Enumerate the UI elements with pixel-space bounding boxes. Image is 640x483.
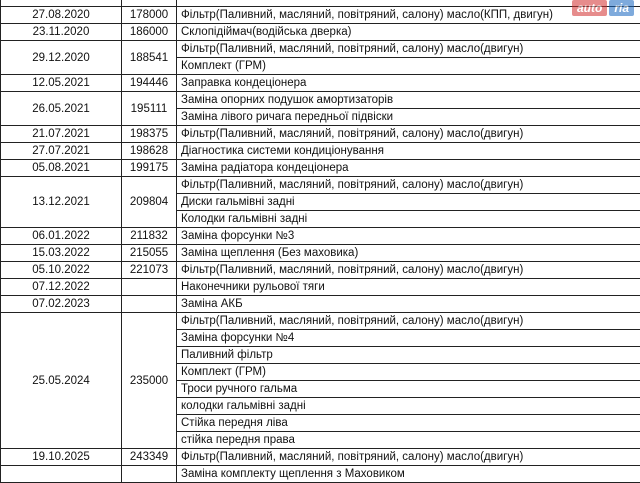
table-row xyxy=(1,177,640,194)
mileage: 195111 xyxy=(122,92,177,126)
work-item: Наконечники рульової тяги xyxy=(177,279,640,296)
service-date: 21.07.2021 xyxy=(1,126,122,143)
mileage: 188541 xyxy=(122,41,177,75)
mileage: 186000 xyxy=(122,24,177,41)
watermark-auto: auto xyxy=(572,0,607,16)
service-date: 15.03.2022 xyxy=(1,245,122,262)
service-date: 29.12.2020 xyxy=(1,41,122,75)
work-item: Диски гальмівні задні xyxy=(177,194,640,211)
service-date: 25.05.2024 xyxy=(1,313,122,449)
work-item: Фільтр(Паливний, масляний, повітряний, салону) масло(двигун) xyxy=(177,262,640,279)
work-item: Заміна форсунки №3 xyxy=(177,228,640,245)
work-item: Заправка кондеціонера xyxy=(177,75,640,92)
table-row xyxy=(1,245,640,262)
work-item: Колодки гальмівні задні xyxy=(177,211,640,228)
work-item: Заміна щеплення (Без маховика) xyxy=(177,245,640,262)
service-date: 19.10.2025 xyxy=(1,449,122,466)
mileage xyxy=(122,296,177,313)
mileage: 243349 xyxy=(122,449,177,466)
table-row xyxy=(1,24,640,41)
mileage: 194446 xyxy=(122,75,177,92)
service-date: 23.11.2020 xyxy=(1,24,122,41)
service-date: 13.12.2021 xyxy=(1,177,122,228)
table-row xyxy=(1,7,640,24)
work-item: Фільтр(Паливний, масляний, повітряний, салону) масло(двигун) xyxy=(177,177,640,194)
work-item: Паливний фільтр xyxy=(177,347,640,364)
table-row xyxy=(1,313,640,330)
work-item: Фільтр(Паливний, масляний, повітряний, салону) масло(двигун) xyxy=(177,449,640,466)
service-date: 27.08.2020 xyxy=(1,7,122,24)
mileage: 178000 xyxy=(122,7,177,24)
work-item: стійка передня права xyxy=(177,432,640,449)
table-row xyxy=(1,75,640,92)
mileage: 215055 xyxy=(122,245,177,262)
table-row xyxy=(1,262,640,279)
service-date: 26.05.2021 xyxy=(1,92,122,126)
table-row xyxy=(1,126,640,143)
table-row xyxy=(1,228,640,245)
work-item: Фільтр(Паливний, масляний, повітряний, салону) масло(КПП, двигун) xyxy=(177,7,640,24)
table-row xyxy=(1,92,640,109)
work-item: колодки гальмівні задні xyxy=(177,398,640,415)
work-item: Заміна АКБ xyxy=(177,296,640,313)
table-row xyxy=(1,143,640,160)
work-item: Фільтр(Паливний, масляний, повітряний, салону) масло(двигун) xyxy=(177,313,640,330)
mileage: 211832 xyxy=(122,228,177,245)
service-date: 05.10.2022 xyxy=(1,262,122,279)
mileage: 199175 xyxy=(122,160,177,177)
work-item: Заміна радіатора кондеціонера xyxy=(177,160,640,177)
table-row xyxy=(1,449,640,466)
mileage: 198375 xyxy=(122,126,177,143)
table-row xyxy=(1,41,640,58)
mileage: 235000 xyxy=(122,313,177,449)
service-date: 12.05.2021 xyxy=(1,75,122,92)
mileage xyxy=(122,279,177,296)
service-date: 07.12.2022 xyxy=(1,279,122,296)
work-item: Троси ручного гальма xyxy=(177,381,640,398)
service-date: 07.02.2023 xyxy=(1,296,122,313)
work-item: Стійка передня ліва xyxy=(177,415,640,432)
work-item: Заміна форсунки №4 xyxy=(177,330,640,347)
mileage: 221073 xyxy=(122,262,177,279)
work-item: Заміна комплекту щеплення з Маховиком xyxy=(177,466,640,483)
mileage: 198628 xyxy=(122,143,177,160)
work-item: Заміна опорних подушок амортизаторів xyxy=(177,92,640,109)
service-date: 05.08.2021 xyxy=(1,160,122,177)
auto-ria-watermark xyxy=(572,0,634,16)
work-item: Склопідіймач(водійська дверка) xyxy=(177,24,640,41)
work-item: Фільтр(Паливний, масляний, повітряний, салону) масло(двигун) xyxy=(177,41,640,58)
work-item: Комплект (ГРМ) xyxy=(177,364,640,381)
watermark-ria: ria xyxy=(609,0,634,16)
work-item: Фільтр(Паливний, масляний, повітряний, салону) масло(двигун) xyxy=(177,126,640,143)
table-row xyxy=(1,160,640,177)
table-row xyxy=(1,296,640,313)
service-date: 27.07.2021 xyxy=(1,143,122,160)
work-item: Заміна лівого ричага передньої підвіски xyxy=(177,109,640,126)
work-item: Комплект (ГРМ) xyxy=(177,58,640,75)
service-history-body xyxy=(1,0,640,483)
work-item: Діагностика системи кондиціонування xyxy=(177,143,640,160)
mileage: 209804 xyxy=(122,177,177,228)
table-row xyxy=(1,279,640,296)
service-date: 06.01.2022 xyxy=(1,228,122,245)
